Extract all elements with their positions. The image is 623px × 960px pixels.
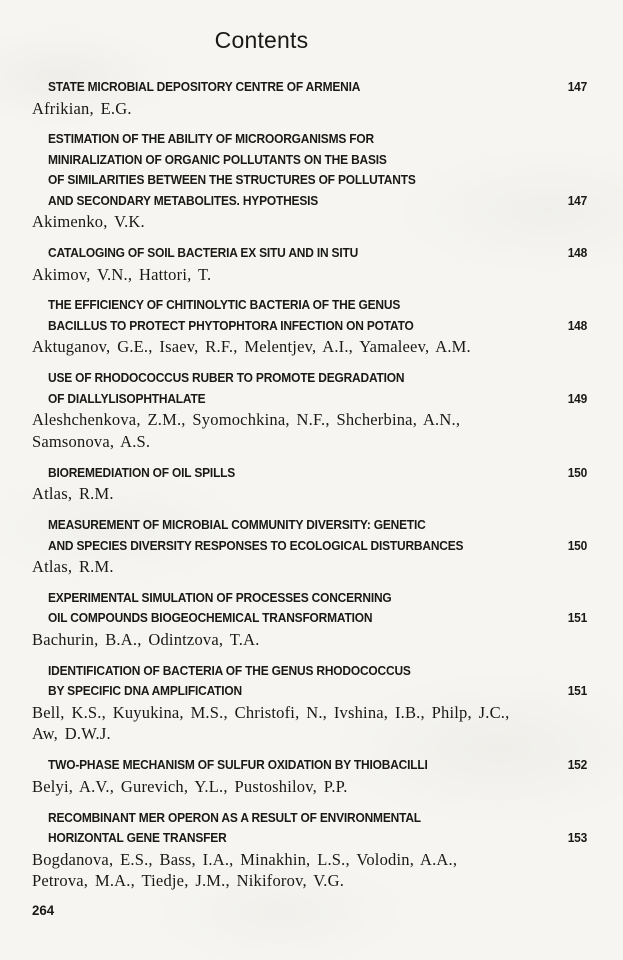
toc-entry [32,77,587,119]
toc-entry [32,515,587,578]
entry-title-text: BACILLUS TO PROTECT PHYTOPHTORA INFECTION ON POTATO [48,317,414,333]
entry-title-line [32,828,587,849]
entry-title-text: THE EFFICIENCY OF CHITINOLYTIC BACTERIA OF THE GENUS [48,297,401,313]
entry-title-text: OIL COMPOUNDS BIOGEOCHEMICAL TRANSFORMATION [48,610,373,626]
entry-title-text: EXPERIMENTAL SIMULATION OF PROCESSES CONCERNING [48,589,392,605]
toc-entry [32,295,587,358]
entry-title-text: OF DIALLYLISOPHTHALATE [48,390,206,406]
entry-title-text: CATALOGING OF SOIL BACTERIA EX SITU AND IN SITU [48,245,359,261]
entry-authors: Belyi, A.V., Gurevich, Y.L., Pustoshilov, P.P. [32,776,348,796]
entry-title-text: OF SIMILARITIES BETWEEN THE STRUCTURES OF POLLUTANTS [48,172,416,188]
entry-title-line [32,588,587,609]
entry-title-line [32,77,587,98]
entry-authors: Afrikian, E.G. [32,98,132,118]
entry-page-ref: 149 [567,390,587,406]
entry-title-text: BY SPECIFIC DNA AMPLIFICATION [48,683,243,699]
entry-title-line [32,316,587,337]
entry-title-text: USE OF RHODOCOCCUS RUBER TO PROMOTE DEGRADATION [48,370,405,386]
entry-title-line [32,515,587,536]
entry-authors: Aw, D.W.J. [32,724,111,744]
toc-entry [32,368,587,453]
entry-title-text: MEASUREMENT OF MICROBIAL COMMUNITY DIVERSITY: GENETIC [48,517,426,533]
entry-page-ref: 148 [567,317,587,333]
folio-page-number [32,902,587,918]
entry-title-text: MINIRALIZATION OF ORGANIC POLLUTANTS ON THE BASIS [48,151,387,167]
entry-page-ref: 150 [567,537,587,553]
entry-title-text: IDENTIFICATION OF BACTERIA OF THE GENUS RHODOCOCCUS [48,662,411,678]
entry-authors: Bachurin, B.A., Odintzova, T.A. [32,629,260,649]
entry-authors: Samsonova, A.S. [32,431,151,451]
toc-entry [32,661,587,746]
entry-authors: Aleshchenkova, Z.M., Syomochkina, N.F., Shcherbina, A.N., [32,410,461,430]
entry-page-ref: 150 [567,464,587,480]
entry-title-text: BIOREMEDIATION OF OIL SPILLS [48,464,236,480]
entry-page-ref: 147 [567,192,587,208]
entry-title-line [32,368,587,389]
toc-entry [32,588,587,651]
entry-authors: Atlas, R.M. [32,484,114,504]
entry-title-line [32,150,587,171]
entry-authors: Aktuganov, G.E., Isaev, R.F., Melentjev, A.I., Yamaleev, A.M. [32,337,471,357]
entry-title-line [32,661,587,682]
entry-title-line [32,170,587,191]
entry-page-ref: 153 [567,830,587,846]
entry-title-text: ESTIMATION OF THE ABILITY OF MICROORGANISMS FOR [48,131,375,147]
entry-title-line [32,608,587,629]
entry-title-text: STATE MICROBIAL DEPOSITORY CENTRE OF ARMENIA [48,79,361,94]
entry-title-line [32,243,587,264]
entry-title-line [32,681,587,702]
entry-authors: Petrova, M.A., Tiedje, J.M., Nikiforov, V.G. [32,871,345,891]
entry-title-text: RECOMBINANT MER OPERON AS A RESULT OF ENVIRONMENTAL [48,809,421,825]
entry-title-text: TWO-PHASE MECHANISM OF SULFUR OXIDATION BY THIOBACILLI [48,757,428,773]
entry-title-line [32,808,587,829]
entry-title-line [32,536,587,557]
toc-list [32,77,587,892]
entry-title-line [32,755,587,776]
entry-page-ref: 148 [567,245,587,261]
entry-title-line [32,129,587,150]
entry-title-text: AND SPECIES DIVERSITY RESPONSES TO ECOLOGICAL DISTURBANCES [48,537,464,553]
entry-authors: Atlas, R.M. [32,557,114,577]
entry-page-ref: 151 [567,683,587,699]
entry-authors: Akimov, V.N., Hattori, T. [32,264,212,284]
folio-page-number-text: 264 [32,902,55,919]
toc-entry [32,243,587,285]
toc-entry [32,755,587,797]
entry-title-text: HORIZONTAL GENE TRANSFER [48,830,227,846]
entry-title-line [32,389,587,410]
entry-authors: Akimenko, V.K. [32,212,145,232]
toc-entry [32,129,587,233]
toc-entry [32,808,587,893]
entry-title-text: AND SECONDARY METABOLITES. HYPOTHESIS [48,192,319,208]
entry-page-ref: 147 [567,79,587,94]
toc-entry [32,463,587,505]
entry-page-ref: 152 [567,757,587,773]
entry-title-line [32,191,587,212]
entry-page-ref: 151 [567,610,587,626]
entry-authors: Bogdanova, E.S., Bass, I.A., Minakhin, L.S., Volodin, A.A., [32,849,458,869]
entry-authors: Bell, K.S., Kuyukina, M.S., Christofi, N., Ivshina, I.B., Philp, J.C., [32,702,510,722]
entry-title-line [32,295,587,316]
page-title: Contents [214,27,309,53]
entry-title-line [32,463,587,484]
